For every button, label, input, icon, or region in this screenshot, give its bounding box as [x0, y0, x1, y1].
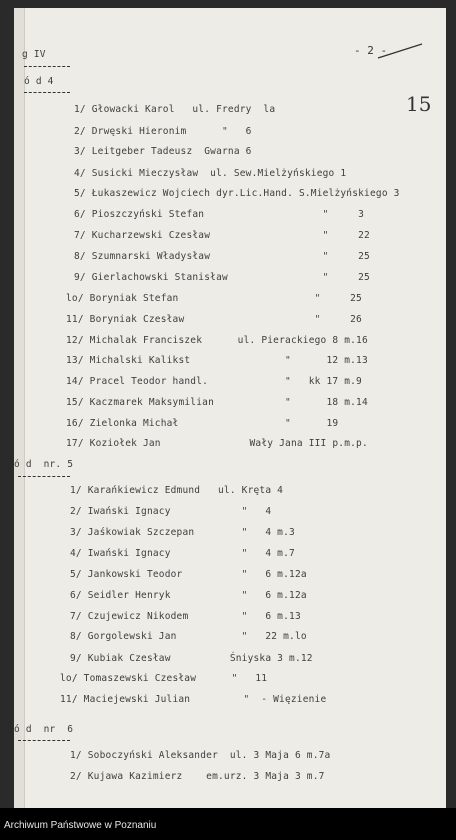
list-item: 2/ Drwęski Hieronim " 6 [74, 126, 252, 137]
list-item: 13/ Michalski Kalikst " 12 m.13 [66, 355, 368, 366]
page-number: - 2 - [354, 44, 388, 57]
list-item: 4/ Susicki Mieczysław ul. Sew.Mielżyńskiego 1 [74, 168, 347, 179]
list-item: 9/ Kubiak Czesław Śniyska 3 m.12 [70, 653, 313, 664]
divider [18, 740, 70, 741]
list-item: 7/ Czujewicz Nikodem " 6 m.13 [70, 611, 301, 622]
section-label: ó d 4 [24, 76, 54, 87]
list-item: 9/ Gierlachowski Stanisław " 25 [74, 272, 370, 283]
list-item: 8/ Gorgolewski Jan " 22 m.lo [70, 631, 307, 642]
section-label: ó d nr 6 [14, 724, 74, 735]
footer-text: Archiwum Państwowe w Poznaniu [4, 820, 157, 831]
list-item: 11/ Maciejewski Julian " - Więzienie [60, 694, 327, 705]
list-item: 5/ Jankowski Teodor " 6 m.12a [70, 569, 307, 580]
list-item: lo/ Boryniak Stefan " 25 [66, 293, 362, 304]
list-item: 6/ Seidler Henryk " 6 m.12a [70, 590, 307, 601]
header-g-label: g IV [22, 49, 46, 60]
strike-mark [374, 42, 426, 60]
list-item: 17/ Koziołek Jan Wały Jana III p.m.p. [66, 438, 368, 449]
list-item: 3/ Jaśkowiak Szczepan " 4 m.3 [70, 527, 295, 538]
list-item: 2/ Iwański Ignacy " 4 [70, 506, 272, 517]
archive-footer [0, 808, 456, 840]
list-item: 6/ Pioszczyński Stefan " 3 [74, 209, 365, 220]
section-label: ó d nr. 5 [14, 459, 74, 470]
binding-edge [14, 8, 25, 808]
list-item: 14/ Pracel Teodor handl. " kk 17 m.9 [66, 376, 362, 387]
list-item: 8/ Szumnarski Władysław " 25 [74, 251, 370, 262]
document-page [14, 8, 446, 808]
list-item: 4/ Iwański Ignacy " 4 m.7 [70, 548, 295, 559]
list-item: 15/ Kaczmarek Maksymilian " 18 m.14 [66, 397, 368, 408]
divider [18, 476, 70, 477]
divider [24, 66, 70, 67]
archive-number: 15 [406, 92, 432, 116]
list-item: 16/ Zielonka Michał " 19 [66, 418, 339, 429]
list-item: 1/ Głowacki Karol ul. Fredry la [74, 104, 276, 115]
list-item: 1/ Soboczyński Aleksander ul. 3 Maja 6 m.7a [70, 750, 331, 761]
list-item: 5/ Łukaszewicz Wojciech dyr.Lic.Hand. S.Mielżyńskiego 3 [74, 188, 400, 199]
list-item: lo/ Tomaszewski Czesław " 11 [60, 673, 268, 684]
list-item: 2/ Kujawa Kazimierz em.urz. 3 Maja 3 m.7 [70, 771, 325, 782]
list-item: 3/ Leitgeber Tadeusz Gwarna 6 [74, 146, 252, 157]
list-item: 7/ Kucharzewski Czesław " 22 [74, 230, 370, 241]
divider [24, 92, 70, 93]
list-item: 11/ Boryniak Czesław " 26 [66, 314, 362, 325]
list-item: 12/ Michalak Franciszek ul. Pierackiego 8 m.16 [66, 335, 368, 346]
list-item: 1/ Karańkiewicz Edmund ul. Kręta 4 [70, 485, 284, 496]
